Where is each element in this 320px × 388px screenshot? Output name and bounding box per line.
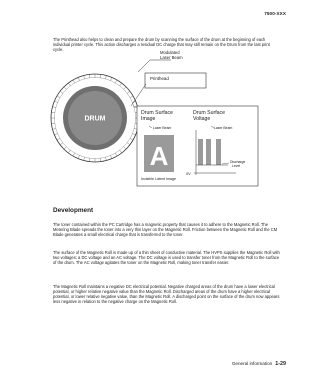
latent-letter: A xyxy=(149,141,169,171)
intro-paragraph: The Printhead also helps to clean and prepare the drum by scanning the surface of the drum at the beginning of each individual printer cycle. This action discharges a residual DC charge that may still remain on the Drum from the last print cycle. xyxy=(53,37,270,53)
surface-voltage-title: Drum Surface Voltage xyxy=(193,110,225,122)
surface-image-title: Drum Surface Image xyxy=(141,110,173,122)
development-heading: Development xyxy=(53,207,94,214)
development-paragraph-3: The Magnetic Roll maintains a negative DC electrical potential. Negative charged areas of the drum have a lower electrical potential, or higher relative negative value than the Magnetic Roll. Discharged areas of the drum have a higher electrical potential, or lower relative negative value, than the Magnetic Roll. A discharged point on the surface of the drum now appears less negative in relation to the negative charge on the Magnetic Roll. xyxy=(53,284,280,305)
page-footer xyxy=(232,361,286,367)
printhead-label: Printhead xyxy=(150,76,169,81)
page-number: 1-29 xyxy=(275,361,286,367)
discharge-level-label: Discharge Level xyxy=(230,160,246,168)
development-paragraph-2: The surface of the Magnetic Roll is made up of a thin sheet of conductive material. The HVPS supplies the Magnetic Roll with two voltages; a DC voltage and an AC voltage. The DC voltage is used to transfer toner from the Magnetic Roll to the surface of the drum. The AC voltage agitates the toner on the Magnetic Roll, making toner transfer easier. xyxy=(53,250,280,266)
invisible-latent-image-label: Invisible Latent Image xyxy=(141,177,176,181)
drum-label: DRUM xyxy=(84,115,106,123)
drum-illustration xyxy=(51,74,139,162)
footer-section: General information xyxy=(231,361,273,366)
modulated-laser-beam-label: Modulated Laser Beam xyxy=(160,50,183,60)
laser-beam-left-label: Laser Beam xyxy=(153,126,172,130)
drum-scan-figure xyxy=(0,0,300,200)
zero-volts-label: 0V xyxy=(186,172,191,176)
document-id: 7500-XXX xyxy=(264,11,286,16)
development-paragraph-1: The toner contained within the PC Cartridge has a magnetic property that causes it to adhere to the Magnetic Roll. The Metering Blade spreads the toner into a very thin layer on the Magnetic Roll. Friction between the Magnetic Roll and the CM Blade generates a small electrical charge that is transferred to the toner. xyxy=(53,222,278,238)
laser-beam-right-label: Laser Beam xyxy=(214,126,233,130)
